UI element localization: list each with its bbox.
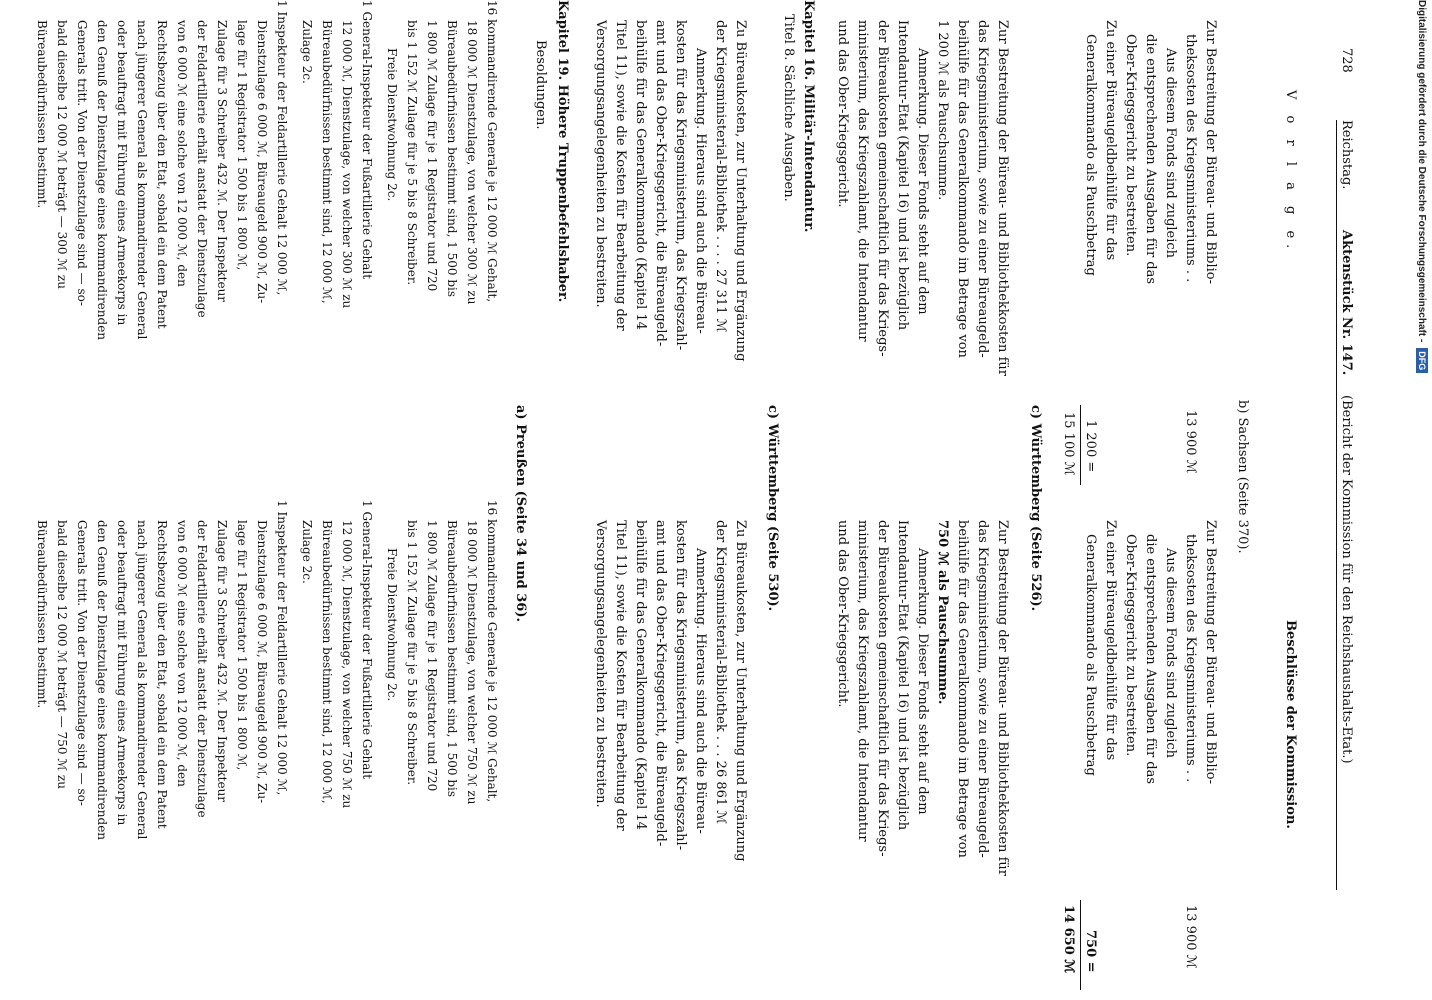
credit-text: Digitalisierung gefördert durch die Deutsche Forschungsgemeinschaft - [1416, 0, 1428, 343]
digitization-credit [1412, 0, 1432, 1000]
amount: 1 200 = [1083, 420, 1098, 473]
amount: 750 = [1083, 930, 1098, 973]
section-heading-wuerttemberg-2: c) Württemberg (Seite 530). [765, 405, 780, 612]
kapitel-19-subtitle: Besoldungen. [533, 40, 548, 130]
rotated-page: 728 Reichstag. Aktenstück Nr. 147. (Bericht der Kommission für den Reichshaushalts-Etat.) V o r l a g e. Beschlüsse der Kommission. b) Sachsen (Seite 370). Zur Bestreitung der Büreau- und Biblio- theksosten des Kriegsministeriums . . Aus diesem Fonds sind zugleich die entsprechenden Ausgaben für das Ober-Kriegsgericht zu bestreiten. Zu einer Büreaugeldbeihülfe für das Generalkommando als Pauschbetrag 13 900 ℳ 1 200 = 15 100 ℳ Zur Bestreitung der Büreau- und Biblio- theksosten des Kriegsministeriums . . Aus diesem Fonds sind zugleich die entsprechenden Ausgaben für das Ober-Kriegsgericht zu bestreiten. Zu einer Büreaugeldbeihülfe für das Generalkommando als Pauschbetrag 13 900 ℳ 750 = 14 650 ℳ c) Württemberg (Seite 526). Zur Bestreitung der Büreau- und Bibliothekkosten für das Kriegsministerium, sowie zu einer Büreaugeld- beihülfe für das Generalkommando im Betrage von 1 200 ℳ als Pauschsumme. Anmerkung. Dieser Fonds steht auf dem Intendantur-Etat (Kapitel 16) und ist bezüglich der Büreaukosten gemeinschaftlich für das Kriegs- ministerium, das Kriegszahlamt, die Intendantur und das Ober-Kriegsgericht. Zur Bestreitung der Büreau- und Bibliothekkosten für das Kriegsministerium, sowie zu einer Büreaugeld- beihülfe für das Generalkommando im Betrage von 750 ℳ als Pauschsumme. Anmerkung. Dieser Fonds steht auf dem Intendantur-Etat (Kapitel 16) und ist bezüglich der Büreaukosten gemeinschaftlich für das Kriegs- ministerium, das Kriegszahlamt, die Intendantur und das Ober-Kriegsgericht. Kapitel 16. Militär-Intendantur. Titel 8. Sächliche Ausgaben. c) Württemberg (Seite 530). Zu Büreaukosten, zur Unterhaltung und Ergänzung der Kriegsministerial-Bibliothek . . . . 27 311 ℳ Anmerkung. Hieraus sind auch die Büreau- kosten für das Kriegsministerium, das Kriegszahl- amt und das Ober-Kriegsgericht, die Büreaugeld- beihülfe für das Generalkommando (Kapitel 14 Titel 11), sowie die Kosten für Bearbeitung der Versorgungsangelegenheiten zu bestreiten. Zu Büreaukosten, zur Unterhaltung und Ergänzung der Kriegsministerial-Bibliothek . . . 26 861 ℳ Anmerkung. Hieraus sind auch die Büreau- kosten für das Kriegsministerium, das Kriegszahl- amt und das Ober-Kriegsgericht, die Büreaugeld- beihülfe für das Generalkommando (Kapitel 14 Titel 11), sowie die Kosten für Bearbeitung der Versorgungsangelegenheiten zu bestreiten. Kapitel 19. Höhere Truppenbefehlshaber. Besoldungen. a) Preußen (Seite 34 und 36). 16 kommandirende Generale je 12 000 ℳ Gehalt, 18 000 ℳ Dienstzulage, von welcher 300 ℳ zu Büreaubedürfnissen bestimmt sind, 1 500 bis 1 800 ℳ Zulage für je 1 Registrator und 720 bis 1 152 ℳ Zulage für je 5 bis 8 Schreiber. Freie Dienstwohnung 2c. 1 General-Inspekteur der Fußartillerie Gehalt 12 000 ℳ, Dienstzulage, von welcher 300 ℳ zu Büreaubedürfnissen bestimmt sind, 12 000 ℳ, Zulage 2c. 1 Inspekteur der Feldartillerie Gehalt 12 000 ℳ, Dienstzulage 6 000 ℳ, Büreaugeld 900 ℳ, Zu- lage für 1 Registrator 1 500 bis 1 800 ℳ, Zulage für 3 Schreiber 432 ℳ. Der Inspekteur der Feldartillerie erhält anstatt der Dienstzulage von 6 000 ℳ eine solche von 12 000 ℳ, den Rechtsbezug über den Etat, sobald ein dem Patent nach jüngerer General als kommandirender General oder beauftragt mit Führung eines Armeekorps in den Genuß der Dienstzulage eines kommandirenden Generals tritt. Von der Dienstzulage sind — so- bald dieselbe 12 000 ℳ beträgt — 300 ℳ zu Büreaubedürfnissen bestimmt. 16 kommandirende Generale je 12 000 ℳ Gehalt, 18 000 ℳ Dienstzulage, von welcher 750 ℳ zu Büreaubedürfnissen bestimmt sind, 1 500 bis 1 800 ℳ Zulage für je 1 Registrator und 720 bis 1 152 ℳ Zulage für je 5 bis 8 Schreiber. Freie Dienstwohnung 2c. 1 General-Inspekteur der Fußartillerie Gehalt 12 000 ℳ, Dienstzulage, von welcher 750 ℳ zu Büreaubedürfnissen bestimmt sind, 12 000 ℳ, Zulage 2c. 1 Inspekteur der Feldartillerie Gehalt 12 000 ℳ, Dienstzulage 6 000 ℳ, Büreaugeld 900 ℳ, Zu- lage für 1 Registrator 1 500 bis 1 800 ℳ, Zulage für 3 Schreiber 432 ℳ. Der Inspekteur der Feldartillerie erhält anstatt der Dienstzulage von 6 000 ℳ eine solche von 12 000 ℳ, den Rechtsbezug über den Etat, sobald ein dem Patent nach jüngerer General als kommandirender General oder beauftragt mit Führung eines Armeekorps in den Genuß der Dienstzulage eines kommandirenden Generals tritt. Von der Dienstzulage sind — so- bald dieselbe 12 000 ℳ beträgt — 750 ℳ zu Büreaubedürfnissen bestimmt. [0, 0, 1390, 1000]
section-heading-wuerttemberg: c) Württemberg (Seite 526). [1028, 405, 1043, 612]
page-number: 728 [1339, 48, 1354, 73]
header-underline [1336, 120, 1337, 890]
dfg-logo: DFG [1416, 348, 1428, 373]
left-column-heading: V o r l a g e. [1283, 90, 1298, 255]
source-label: Reichstag. [1339, 120, 1354, 190]
amount: 13 900 ℳ [1183, 410, 1198, 474]
document-subtitle: (Bericht der Kommission für den Reichshaushalts-Etat.) [1339, 395, 1354, 764]
total-amount: 14 650 ℳ [1061, 905, 1076, 974]
amount: 13 900 ℳ [1183, 905, 1198, 969]
document-number: Aktenstück Nr. 147. [1339, 230, 1354, 376]
kapitel-19-title: Kapitel 19. Höhere Truppenbefehlshaber. [555, 0, 570, 303]
kapitel-16-subtitle: Titel 8. Sächliche Ausgaben. [781, 14, 796, 202]
kapitel-16-title: Kapitel 16. Militär-Intendantur. [801, 0, 816, 233]
total-amount: 15 100 ℳ [1061, 412, 1076, 476]
section-heading-preussen: a) Preußen (Seite 34 und 36). [513, 405, 528, 623]
right-column-heading: Beschlüsse der Kommission. [1283, 620, 1298, 829]
section-heading-sachsen: b) Sachsen (Seite 370). [1235, 400, 1250, 554]
